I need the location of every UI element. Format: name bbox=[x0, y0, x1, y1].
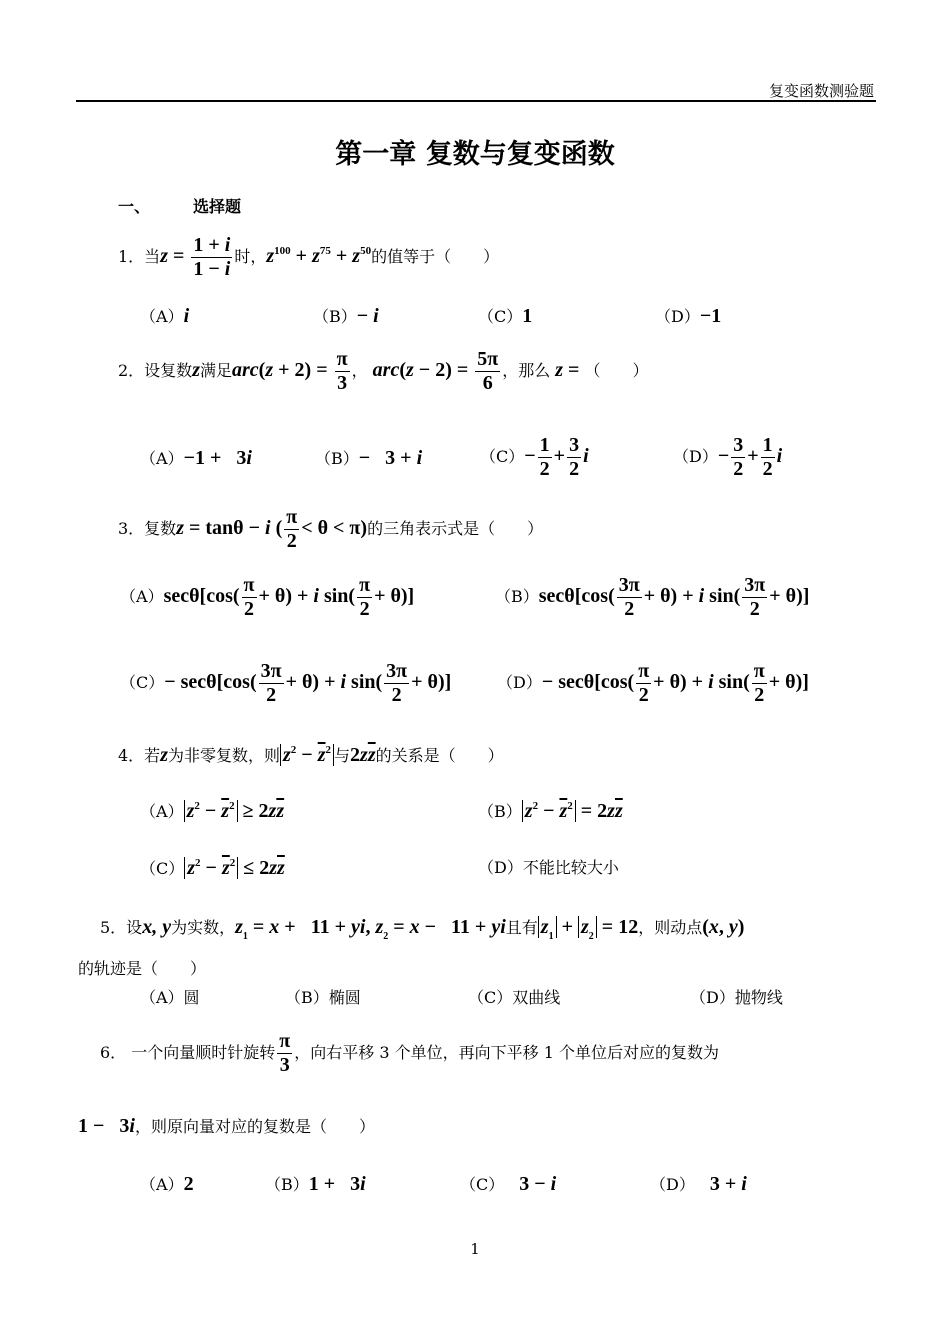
q3-option-c: （C）− secθ[cos( $\frac{3\pi}{2}$ + θ) + i sin( $\frac{3\pi}{2}$ + θ)] bbox=[120, 660, 452, 706]
header-rule bbox=[76, 100, 876, 102]
q6-option-a: （A）2 bbox=[140, 1173, 194, 1195]
q1-option-d: （D）−1 bbox=[655, 305, 722, 327]
q4-option-d: （D）不能比较大小 bbox=[478, 858, 619, 877]
q5-option-d: （D）抛物线 bbox=[690, 988, 783, 1007]
q4-option-c: （C） $z^2 - \overline{z}^2 \le 2z\overline{z}$ bbox=[140, 857, 285, 879]
q2-option-c: （C）− $\frac{1}{2}$ + $\frac{3}{2}$ i bbox=[480, 434, 589, 480]
running-header: 复变函数测验题 bbox=[768, 82, 874, 100]
question-5: 5．设x, y为实数，$z_1 = x + 11$ + yi, $z_2 = x - 11$ + yi且有 $z_1 + z_2 = 12$，则动点(x, y) bbox=[100, 916, 745, 942]
q4-option-a: （A） $z^2 - \overline{z}^2 \ge 2z\overline{z}$ bbox=[140, 800, 285, 822]
q5-option-b: （B）椭圆 bbox=[285, 988, 361, 1007]
q2-option-b: （B）− 3 + i bbox=[315, 447, 423, 469]
question-3: 3．复数z = tanθ − i ( $\frac{\pi}{2}$ < θ < π)的三角表示式是（ ） bbox=[118, 506, 544, 552]
q4-option-b: （B） $z^2 - \overline{z}^2 = 2z\overline{z}$ bbox=[478, 800, 623, 822]
q6-option-d: （D） 3 + i bbox=[650, 1173, 747, 1195]
question-1: 1．当z = $\frac{1 + i}{1 - i}$ 时，$z^{100} + z^{75} + z^{50}$的值等于（ ） bbox=[118, 234, 500, 280]
q6-option-b: （B）1 + 3i bbox=[265, 1173, 366, 1195]
question-6: 6． 一个向量顺时针旋转 $\frac{\pi}{3}$ ，向右平移 3 个单位，再向下平移 1 个单位后对应的复数为 bbox=[100, 1030, 719, 1076]
q6-option-c: （C） 3 − i bbox=[460, 1173, 557, 1195]
formula-fraction: $\frac{1 + i}{1 - i}$ bbox=[193, 234, 231, 280]
q5-option-a: （A）圆 bbox=[140, 988, 200, 1007]
question-5-line-2: 的轨迹是（ ） bbox=[78, 959, 207, 978]
q2-option-d: （D）− $\frac{3}{2}$ + $\frac{1}{2}$ i bbox=[673, 434, 783, 480]
q3-option-b: （B）secθ[cos( $\frac{3\pi}{2}$ + θ) + i sin( $\frac{3\pi}{2}$ + θ)] bbox=[495, 574, 810, 620]
page-number: 1 bbox=[470, 1240, 480, 1258]
q5-option-c: （C）双曲线 bbox=[468, 988, 561, 1007]
question-6-line-2: 1 − 3i，则原向量对应的复数是（ ） bbox=[78, 1115, 375, 1137]
q3-option-d: （D）− secθ[cos( $\frac{\pi}{2}$ + θ) + i sin( $\frac{\pi}{2}$ + θ)] bbox=[497, 660, 809, 706]
chapter-title: 第一章 复数与复变函数 bbox=[335, 139, 615, 170]
question-4: 4．若z为非零复数，则 $z^2 - \overline{z}^2$ 与$2z\overline{z}$的关系是（ ） bbox=[118, 744, 504, 766]
q1-option-c: （C）1 bbox=[478, 305, 533, 327]
section-number: 一、 bbox=[118, 197, 151, 216]
q1-option-a: （A）i bbox=[140, 305, 190, 327]
q1-option-b: （B）− i bbox=[313, 305, 379, 327]
question-2: 2．设复数z满足arc(z + 2) = $\frac{\pi}{3}$ ， arc(z − 2) = $\frac{5\pi}{6}$ ，那么 z = （ ） bbox=[118, 348, 649, 394]
section-title: 选择题 bbox=[193, 197, 242, 216]
q2-option-a: （A）−1 + 3i bbox=[140, 447, 252, 469]
q3-option-a: （A）secθ[cos( $\frac{\pi}{2}$ + θ) + i sin( $\frac{\pi}{2}$ + θ)] bbox=[120, 574, 415, 620]
